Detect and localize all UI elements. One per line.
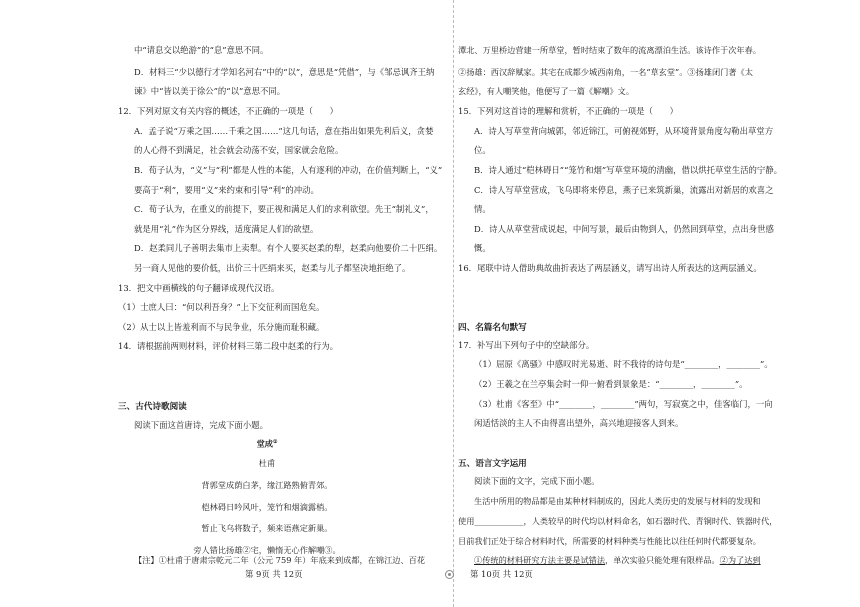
text-line: 另一商人见他的要价低，出价三十匹绢来买，赵柔与儿子都坚决地拒绝了。	[134, 263, 411, 273]
section-3-intro: 阅读下面这首唐诗，完成下面小题。	[134, 420, 268, 430]
text-line: 慨。	[474, 243, 491, 253]
right-page	[456, 0, 801, 607]
text-line: 闲适恬淡的主人不由得喜出望外，高兴地迎接客人到来。	[474, 418, 684, 428]
poem-author: 杜甫	[258, 458, 276, 468]
fill-item-2: （2）王羲之在兰亭集会时一仰一俯看到景象是：“________，________”。	[474, 379, 748, 389]
question-14: 14．请根据前两则材料，评价材料三第二段中赵柔的行为。	[118, 341, 339, 351]
option-b: B．诗人通过“桤林碍日”“笼竹和烟”写草堂环境的清幽，借以烘托草堂生活的宁静。	[474, 165, 783, 175]
question-15: 15．下列对这首诗的理解和赏析，不正确的一项是（ ）	[458, 106, 679, 116]
translation-item-1: （1）士庶人曰：“何以利吾身？”上下交征利而国危矣。	[118, 302, 325, 312]
poem-note: ②扬雄：西汉辞赋家。其宅在成都少城西南角，一名“草玄堂”。③扬雄闭门著《太	[458, 67, 753, 77]
option-a: A．诗人写草堂背向城郭，邻近锦江，可俯视郊野，从环境背景角度勾勒出草堂方	[474, 126, 774, 136]
passage-line: 生活中所用的物品都是由某种材料制成的，因此人类历史的发展与材料的发现和	[474, 496, 761, 506]
option-a: A．孟子说“万乘之国……千乘之国……”这几句话，意在指出如果先利后义，贪婪	[134, 126, 434, 136]
passage-line: 目前我们正处于综合材料时代，所需要的材料种类与性能比以往任何时代都要复杂。	[458, 536, 761, 546]
text-line: 谏》中“皆以美于徐公”的“以”意思不同。	[134, 86, 286, 96]
question-17: 17．补写出下列句子中的空缺部分。	[458, 340, 595, 350]
text-line: 的人心得不到满足，社会就会动荡不安，国家就会危险。	[134, 145, 344, 155]
fill-item-3: （3）杜甫《客至》中“________，________”两句，写寂寞之中，佳客临门，一向	[474, 399, 773, 409]
poem-line: 旁人错比扬雄②宅，懒惰无心作解嘲③。	[193, 545, 341, 555]
poem-line: 桤林碍日吟风叶，笼竹和烟滴露梢。	[201, 502, 333, 512]
section-5-intro: 阅读下面的文字，完成下面小题。	[474, 476, 600, 486]
poem-note: 潭北、万里桥边营建一所草堂，暂时结束了数年的流离漂泊生活。该诗作于次年春。	[458, 45, 761, 55]
text-line: 情。	[474, 204, 491, 214]
section-5-title: 五、语言文字运用	[458, 459, 527, 469]
passage-line: 使用____________，人类较早的时代均以材料命名，如石器时代、青铜时代、铁器时代，	[458, 516, 778, 526]
section-3-title: 三、古代诗歌阅读	[118, 402, 187, 412]
option-d: D．诗人从草堂营成说起，中间写景，最后由物到人，仍然回到草堂，点出身世感	[474, 224, 774, 234]
passage-line: ①传统的材料研究方法主要是试错法，单次实验只能处理有限样品。②为了达到	[474, 555, 761, 565]
translation-item-2: （2）从士以上皆羞利而不与民争业，乐分施而耻积藏。	[118, 322, 325, 332]
section-4-title: 四、名篇名句默写	[458, 323, 527, 333]
question-16: 16．尾联中诗人借助典故曲折表达了两层涵义，请写出诗人所表达的这两层涵义。	[458, 263, 762, 273]
question-13: 13．把文中画横线的句子翻译成现代汉语。	[118, 283, 280, 293]
poem-line: 暂止飞乌将数子，频来语燕定新巢。	[201, 523, 333, 533]
fill-item-1: （1）屈原《离骚》中感叹时光易逝、时不我待的诗句是“________，________”。	[474, 359, 773, 369]
left-page	[112, 0, 457, 607]
option-c: C．荀子认为，在重义的前提下，要正视和满足人们的求利欲望。先王“制礼义”，	[134, 204, 434, 214]
option-c: C．诗人写草堂营成，飞乌即将来停息，燕子已来筑新巢，流露出对新居的欢喜之	[474, 185, 774, 195]
option-d: D．赵柔同儿子善明去集市上卖犁。有个人要买赵柔的犁，赵柔向他要价二十匹绢。	[134, 243, 443, 253]
text-line: 位。	[474, 145, 491, 155]
underlined-sentence: ②为了达到	[719, 555, 761, 565]
text-line: D．材料三“少以德行才学知名河右”中的“以”，意思是“凭借”，与《邹忌讽齐王纳	[134, 67, 435, 77]
page-number-right: 第 10页 共 12页	[470, 569, 533, 579]
question-12: 12．下列对原文有关内容的概述，不正确的一项是（ ）	[118, 106, 339, 116]
text-line: 要高于“利”，要用“义”来约束和引导“利”的冲动。	[134, 185, 319, 195]
option-b: B．荀子认为，“义”与“利”都是人性的本能，人有逐利的冲动，在价值判断上，“义”	[134, 165, 443, 175]
underlined-sentence: ①传统的材料研究方法主要是试错法	[474, 555, 606, 565]
poem-line: 背郭堂成荫白茅，缘江路熟俯青郊。	[201, 480, 333, 490]
poem-note: 【注】①杜甫于唐肃宗乾元二年（公元 759 年）年底来到成都，在锦江边、百花	[134, 555, 426, 565]
poem-note: 玄经》，有人嘲笑他，他便写了一篇《解嘲》文。	[458, 86, 635, 96]
page-number-left: 第 9页 共 12页	[245, 569, 303, 579]
text-line: 中“请息交以绝游”的“息”意思不同。	[134, 45, 269, 55]
poem-title: 堂成①	[256, 438, 278, 449]
text-line: 就是用“礼”作为区分界线，适度满足人们的欲望。	[134, 224, 319, 234]
